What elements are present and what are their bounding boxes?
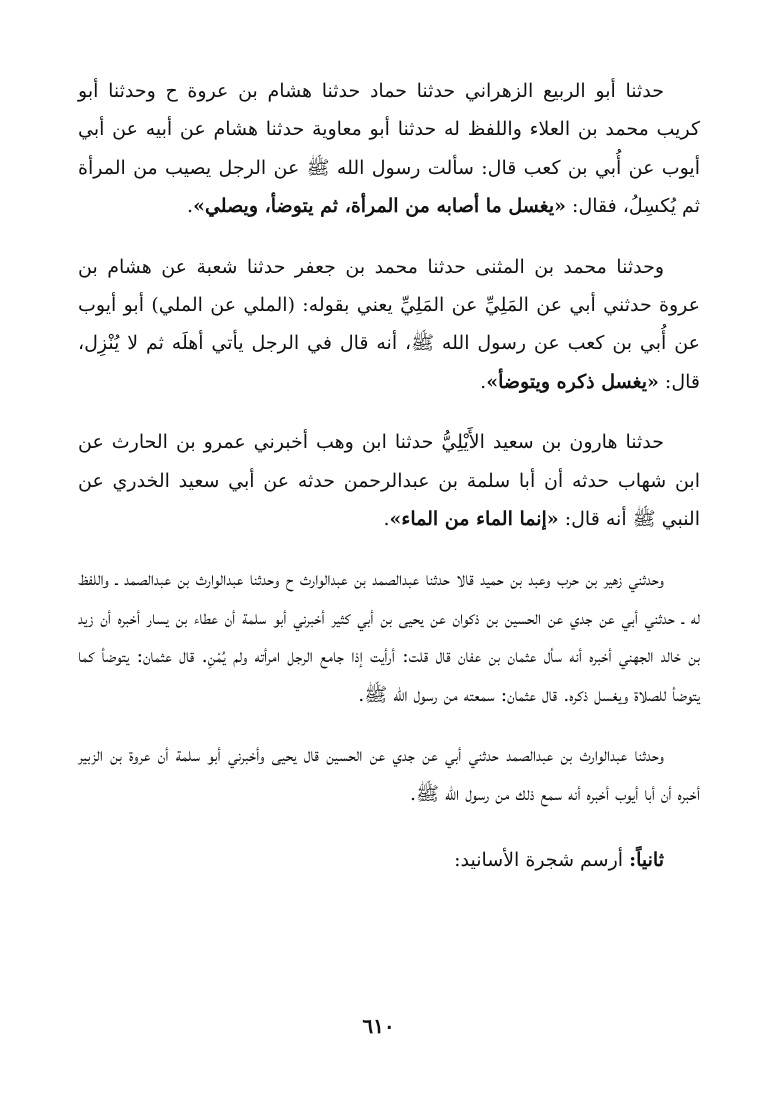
paragraph-1-end: . bbox=[187, 195, 194, 218]
paragraph-5-text: وحدثنا عبدالوارث بن عبدالصمد حدثني أبي عن جدي عن الحسين قال يحيى وأخبرني أبو سلمة أن عروة بن الزبير أخبره أن أبا أيوب أخبره أنه سمع ذلك من رسول الله ﷺ. bbox=[78, 744, 700, 805]
paragraph-2-hadith-text: «يغسل ذكره ويتوضأ» bbox=[486, 370, 659, 393]
paragraph-3-end: . bbox=[383, 508, 390, 531]
page-number: ٦١٠ bbox=[362, 1014, 395, 1038]
paragraph-1 bbox=[78, 72, 700, 226]
paragraph-2-text: وحدثنا محمد بن المثنى حدثنا محمد بن جعفر حدثنا شعبة عن هشام بن عروة حدثني أبي عن المَلِيِّ عن المَلِيِّ يعني بقوله: (الملي عن الملي) أبو أيوب عن أُبي بن كعب عن رسول الله ﷺ، أنه قال في الرجل يأتي أهلَه ثم لا يُنْزِل، قال: bbox=[78, 255, 700, 393]
section-heading bbox=[78, 841, 700, 879]
paragraph-5 bbox=[78, 736, 700, 813]
paragraph-2 bbox=[78, 248, 700, 402]
paragraph-1-text: حدثنا أبو الربيع الزهراني حدثنا حماد حدثنا هشام بن عروة ح وحدثنا أبو كريب محمد بن العلاء واللفظ له حدثنا أبو معاوية حدثنا هشام عن أبيه عن أبي أيوب عن أُبي بن كعب قال: سألت رسول الله ﷺ عن الرجل يصيب من المرأة ثم يُكسِلُ، فقال: bbox=[78, 80, 700, 218]
paragraph-2-end: . bbox=[480, 370, 487, 393]
paragraph-4-text: وحدثني زهير بن حرب وعبد بن حميد قالا حدثنا عبدالصمد بن عبدالوارث ح وحدثنا عبدالوارث بن عبدالصمد ـ واللفظ له ـ حدثني أبي عن جدي عن الحسين بن ذكوان عن يحيى بن أبي كثير أخبرني أبو سلمة أن عطاء بن يسار أخبره أن زيد بن خالد الجهني أخبره أنه سأل عثمان بن عفان قال قلت: أرأيت إذا جامع الرجل امرأته ولم يُمْنِ. قال عثمان: يتوضأ كما يتوضأ للصلاة ويغسل ذكره. قال عثمان: سمعته من رسول الله ﷺ. bbox=[78, 568, 700, 706]
paragraph-3 bbox=[78, 423, 700, 538]
paragraph-3-hadith-text: «إنما الماء من الماء» bbox=[389, 508, 559, 531]
paragraph-1-hadith-text: «يغسل ما أصابه من المرأة، ثم يتوضأ، ويصلي» bbox=[193, 195, 566, 218]
paragraph-3-text: حدثنا هارون بن سعيد الأَيْلِيُّ حدثنا ابن وهب أخبرني عمرو بن الحارث عن ابن شهاب حدثه أن أبا سلمة بن عبدالرحمن حدثه عن أبي سعيد الخدري عن النبي ﷺ أنه قال: bbox=[78, 431, 700, 531]
section-text: أرسم شجرة الأسانيد: bbox=[454, 848, 630, 871]
paragraph-4 bbox=[78, 560, 700, 714]
section-label: ثانياً: bbox=[629, 848, 664, 871]
page-body bbox=[78, 72, 700, 879]
